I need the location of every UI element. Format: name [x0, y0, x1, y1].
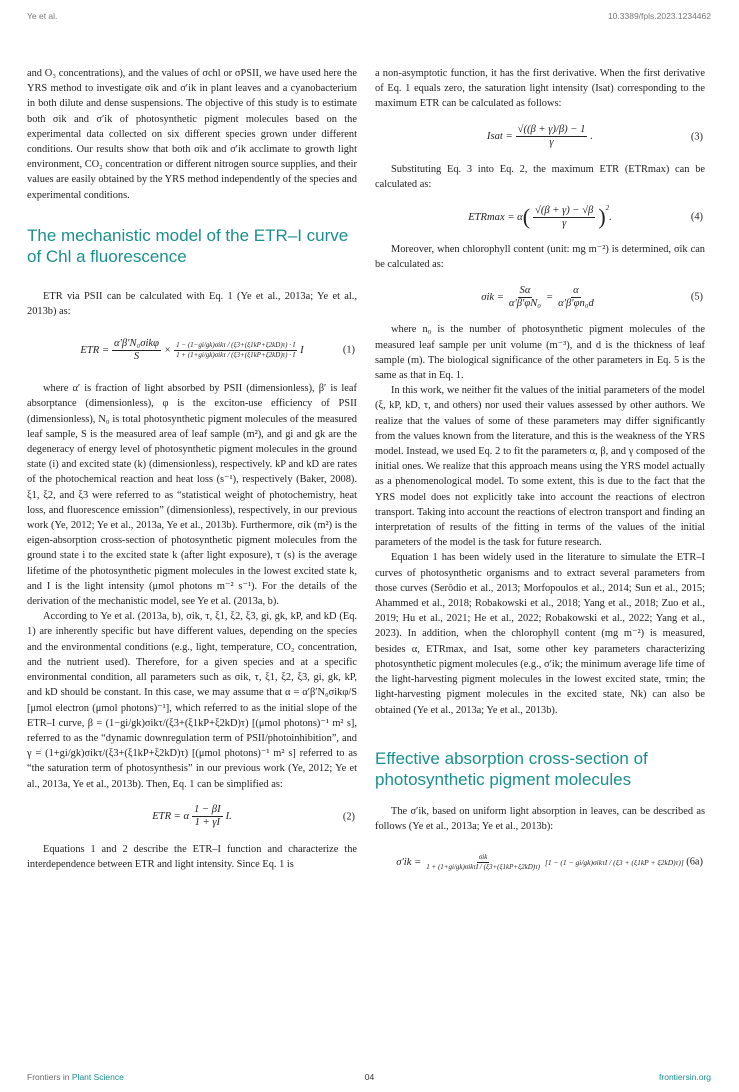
equation-5: σik = $\frac{S\alpha}{\text{α′β′φN₀}}$ = $\frac{\alpha}{\text{α′β′φn₀d}}$ (5) — [481, 284, 703, 309]
paragraph: a non-asymptotic function, it has the first derivative. When the first derivative of Eq. 1 equals zero, the saturation light intensity (Isat) corresponding to the maximum ETR can be calculated as follows: — [375, 68, 705, 110]
paragraph: and O₃ concentrations), and the values of σchl or σPSII, we have used here the YRS method to investigate σik and σ′ik in plant leaves and a cyanobacterium in both dilute and dense suspensions. The objective of this study is to estimate both σik and σ′ik of photosynthetic pigment molecules based on the experimental data collected on six different species grown under different conditions. Our results show that both σik and σ′ik acclimate to growth light environment, CO₂ concentration or different nitrogen source supplies, and their values are easily obtained by the YRS method independently of the species and experimental conditions. — [27, 68, 357, 201]
paragraph: The σ′ik, based on uniform light absorption in leaves, can be described as follows (Ye et al., 2013a; Ye et al., 2013b): — [375, 805, 705, 832]
times-sign: × — [163, 344, 172, 356]
paragraph: Equations 1 and 2 describe the ETR–I function and characterize the interdependence between ETR and light intensity. Since Eq. 1 is — [27, 843, 357, 870]
equation-number: (4) — [690, 211, 703, 223]
equation-3: Isat = $\frac{√((\beta + \gamma)/\beta) - 1}{\gamma}$ . (3) — [486, 124, 703, 149]
paragraph: Moreover, when chlorophyll content (unit: mg m⁻²) is determined, σik can be calculated as: — [375, 244, 705, 271]
eq1-lhs: ETR = — [80, 344, 110, 356]
eq1-fraction: $\frac{\text{α′β′N₀σikφ}}{S}$ — [114, 337, 159, 362]
eq2-fraction: $\frac{1 - \beta I}{1 + \gamma I}$ — [194, 804, 221, 829]
paragraph: Equation 1 has been widely used in the literature to simulate the ETR–I curves of photosynthetic organisms and to extract several parameters from those curves (Serôdio et al., 2013; Morfopoulos et al., 2014; Sun et al., 2015; Ahammed et al., 2018; Robakowski et al., 2018; Yang et al., 2018; Zuo et al., 2019; Hu et al., 2021; He et al., 2022; Robakowski et al., 2022; Yang et al., 2023). In addition, when the chlorophyll content (mg m⁻²) is measured, besides α, ETRmax, and Isat, some other key parameters characterizing photosynthetic pigment molecules (e.g., σ′ik; the minimum average life time of the light-harvesting pigment molecules in the lowest excited state, τmin; the light-harvesting pigment molecules in the excited state, Nk) can also be obtained (Ye et al., 2013a; Ye et al., 2013b). — [375, 552, 705, 716]
equation-number: (6a) — [686, 856, 703, 868]
footer-page-number: 04 — [364, 1072, 375, 1082]
running-header-authors: Ye et al. — [27, 11, 58, 21]
equation-number: (5) — [690, 291, 703, 303]
left-column — [27, 66, 357, 872]
eq5-fraction-2: $\frac{\alpha}{\text{α′β′φn₀d}}$ — [558, 284, 594, 309]
eq1-tail: I — [300, 344, 304, 356]
paragraph: ETR via PSII can be calculated with Eq. 1 (Ye et al., 2013a; Ye et al., 2013b) as: — [27, 290, 357, 318]
eq5-fraction-1: $\frac{S\alpha}{\text{α′β′φN₀}}$ — [508, 284, 541, 309]
section-heading-effective-absorption: Effective absorption cross-section of photosynthetic pigment molecules — [375, 748, 648, 789]
eq6-fraction: $\frac{\text{σik}}{\text{1 + (1+gi/gk)σikτI / (ξ3+(ξ1kP+ξ2kD)τ)}}$ — [426, 853, 540, 871]
paragraph: Substituting Eq. 3 into Eq. 2, the maximum ETR (ETRmax) can be calculated as: — [375, 163, 705, 190]
eq4-fraction: $\frac{√(\beta + \gamma) - √\beta}{\gamma}$ — [535, 204, 594, 229]
paragraph: where α′ is fraction of light absorbed by PSII (dimensionless), β′ is leaf absorptance (dimensionless), φ is the exciton-use efficiency of PSII (dimensionless), N₀ is total photosynthetic pigment molecules of the measured leaf sample, S is the measured area of leaf sample (m²), and gi and gk are the degeneracy of energy level of photosynthetic pigment molecules in the ground state (i) and excited state (k) (dimensionless), respectively. kP and kD are rates of the photochemical reaction and heat loss (s⁻¹), respectively (Baker, 2008). ξ1, ξ2, and ξ3 were referred to as “statistical weight of photochemistry, heat loss, and fluorescence emission” (dimensionless), respectively, in our previous work (Ye, 2012; Ye et al., 2013a, Ye et al., 2013b). Furthermore, σik (m²) is the eigen-absorption cross-section of photosynthetic pigment molecules from the ground state i to the excited state k (after light exposure), τ (s) is the average lifetime of the photosynthetic pigment molecules in the lowest excited state k, and I is the light intensity (μmol photons m⁻² s⁻¹). For the details of the derivation of the mechanistic model, see Ye et al. (2013a, b). — [27, 383, 357, 608]
equation-number: (2) — [342, 811, 355, 823]
equation-4: ETRmax = α ( $\frac{√(\beta + \gamma) - √\beta}{\gamma}$ ) $^2$ . (4) — [468, 204, 703, 230]
running-header-doi[interactable]: 10.3389/fpls.2023.1234462 — [607, 11, 711, 21]
section-heading-mechanistic-model: The mechanistic model of the ETR–I curve of Chl a fluorescence — [27, 225, 349, 266]
footer-site-link[interactable]: frontiersin.org — [659, 1072, 711, 1082]
equation-6a: σ′ik = $\frac{\text{σik}}{\text{1 + (1+gi/gk)σikτI / (ξ3+(ξ1kP+ξ2kD)τ)}}$ [1 − (1 − gi/gk)σikτI / (ξ3 + (ξ1kP + ξ2kD)τ)] (6a) — [396, 853, 703, 871]
equation-1 — [27, 327, 357, 373]
eq1-inner-fraction: $\frac{\text{1 − (1−gi/gk)σikτ / (ξ3+(ξ1kP+ξ2kD)τ) · I}}{\text{1 + (1+gi/gk)σikτ / (ξ3+(ξ1kP+ξ2kD)τ) · I}}$ — [176, 341, 296, 359]
eq3-fraction: $\frac{√((\beta + \gamma)/\beta) - 1}{\gamma}$ — [517, 124, 586, 149]
equation-2: ETR = α $\frac{1 - \beta I}{1 + \gamma I}$ I. (2) — [152, 804, 355, 829]
eq6-bracket: [1 − (1 − gi/gk)σikτI / (ξ3 + (ξ1kP + ξ2kD)τ)] — [544, 857, 684, 867]
paragraph: In this work, we neither fit the values of the initial parameters of the model (ξ, kP, kD, τ, and others) nor used their values assessed by other authors. We realize that the values of some of these parameters may differ significantly from the values known from the literature, and this is the weakness of the YRS model. Instead, we used Eq. 2 to fit the parameters α, β, and γ composed of the initial ones. We realize that this approach means using the YRS model actually as a phenomenological model. To some extent, this is due to the fact that the YRS model does not explicitly take into account the reactions of electron transport. Taking into account the reactions of electron transport and finding an interpretation of results of the fitting in terms of the values of the initial parameters of the model is the task for future research. — [375, 385, 705, 549]
paragraph: According to Ye et al. (2013a, b), σik, τ, ξ1, ξ2, ξ3, gi, gk, kP, and kD (Eq. 1) are inherently specific but have different values, depending on the species and the environmental conditions (e.g., light, temperature, CO₂ concentration, and the nutrient used). Therefore, for a given species and at a specific environmental condition, all parameters such as σik, τ, ξ1, ξ2, ξ3, gi, gk, kP, and kD should be constant. In this case, we may assume that α = α′β′N₀σikφ/S [μmol electron (μmol photons)⁻¹], which referred to as the initial slope of the ETR–I curve, β = (1−gi/gk)σikτ/(ξ3+(ξ1kP+ξ2kD)τ) [(μmol photons)⁻¹ m² s], referred to as the “dynamic downregulation term of PSII/photoinhibition”, and γ = (1+gi/gk)σikτ/(ξ3+(ξ1kP+ξ2kD)τ) [(μmol photons)⁻¹ m² s] referred to as “the saturation term of photosynthesis” in our previous work (Ye, 2012; Ye et al., 2013a, Ye et al., 2013b). Then, Eq. 1 can be simplified as: — [27, 611, 357, 790]
equation-number: (3) — [690, 131, 703, 143]
right-column — [375, 66, 705, 882]
paragraph: where n₀ is the number of photosynthetic pigment molecules of the measured leaf sample per unit volume (m⁻³), and d is the thickness of leaf sample (m). The biological significance of the other parameters in Eq. 5 is the same as that in Eq. 1. — [375, 324, 705, 382]
equation-number: (1) — [342, 344, 355, 356]
footer-journal: Frontiers in Plant Science — [27, 1072, 124, 1082]
